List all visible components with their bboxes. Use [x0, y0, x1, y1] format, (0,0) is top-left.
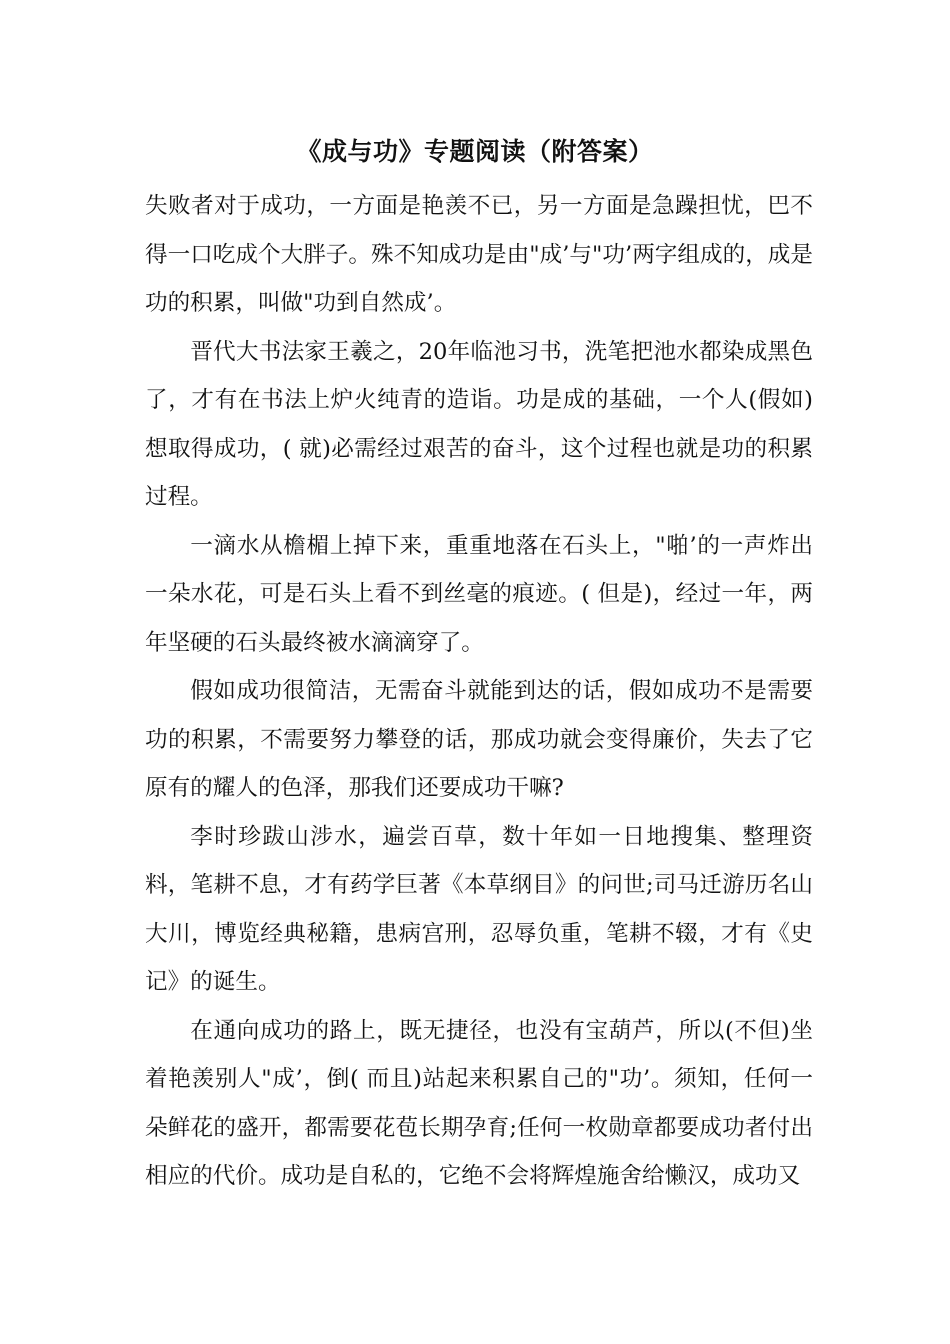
paragraph-1: 失败者对于成功，一方面是艳羡不已，另一方面是急躁担忧，巴不得一口吃成个大胖子。殊不知成功是由"成’与"功’两字组成的，成是功的积累，叫做"功到自然成’。	[145, 193, 813, 316]
paragraph-3: 一滴水从檐楣上掉下来，重重地落在石头上，"啪’的一声炸出一朵水花，可是石头上看不到丝毫的痕迹。( 但是)，经过一年，两年坚硬的石头最终被水滴滴穿了。	[145, 532, 813, 656]
paragraph-6: 在通向成功的路上，既无捷径，也没有宝葫芦，所以(不但)坐着艳羡别人"成’，倒( 而且)站起来积累自己的"功’。须知，任何一朵鲜花的盛开，都需要花苞长期孕育;任何一枚勋章都要成功者付出相应的代价。成功是自私的，它绝不会将辉煌施舍给懒汉，成功又	[145, 1017, 813, 1189]
paragraph-2: 晋代大书法家王羲之，20年临池习书，洗笔把池水都染成黑色了，才有在书法上炉火纯青的造诣。功是成的基础，一个人(假如)想取得成功，( 就)必需经过艰苦的奋斗，这个过程也就是功的积累过程。	[145, 338, 813, 510]
paragraph-4: 假如成功很简洁，无需奋斗就能到达的话，假如成功不是需要功的积累，不需要努力攀登的话，那成功就会变得廉价，失去了它原有的耀人的色泽，那我们还要成功干嘛?	[145, 678, 813, 801]
paragraph-5: 李时珍跋山涉水，遍尝百草，数十年如一日地搜集、整理资料，笔耕不息，才有药学巨著《本草纲目》的问世;司马迁游历名山大川，博览经典秘籍，患病宫刑，忍辱负重，笔耕不辍，才有《史记》的诞生。	[145, 823, 813, 995]
document-body	[145, 182, 813, 1201]
document-title: 《成与功》专题阅读（附答案）	[296, 137, 654, 166]
